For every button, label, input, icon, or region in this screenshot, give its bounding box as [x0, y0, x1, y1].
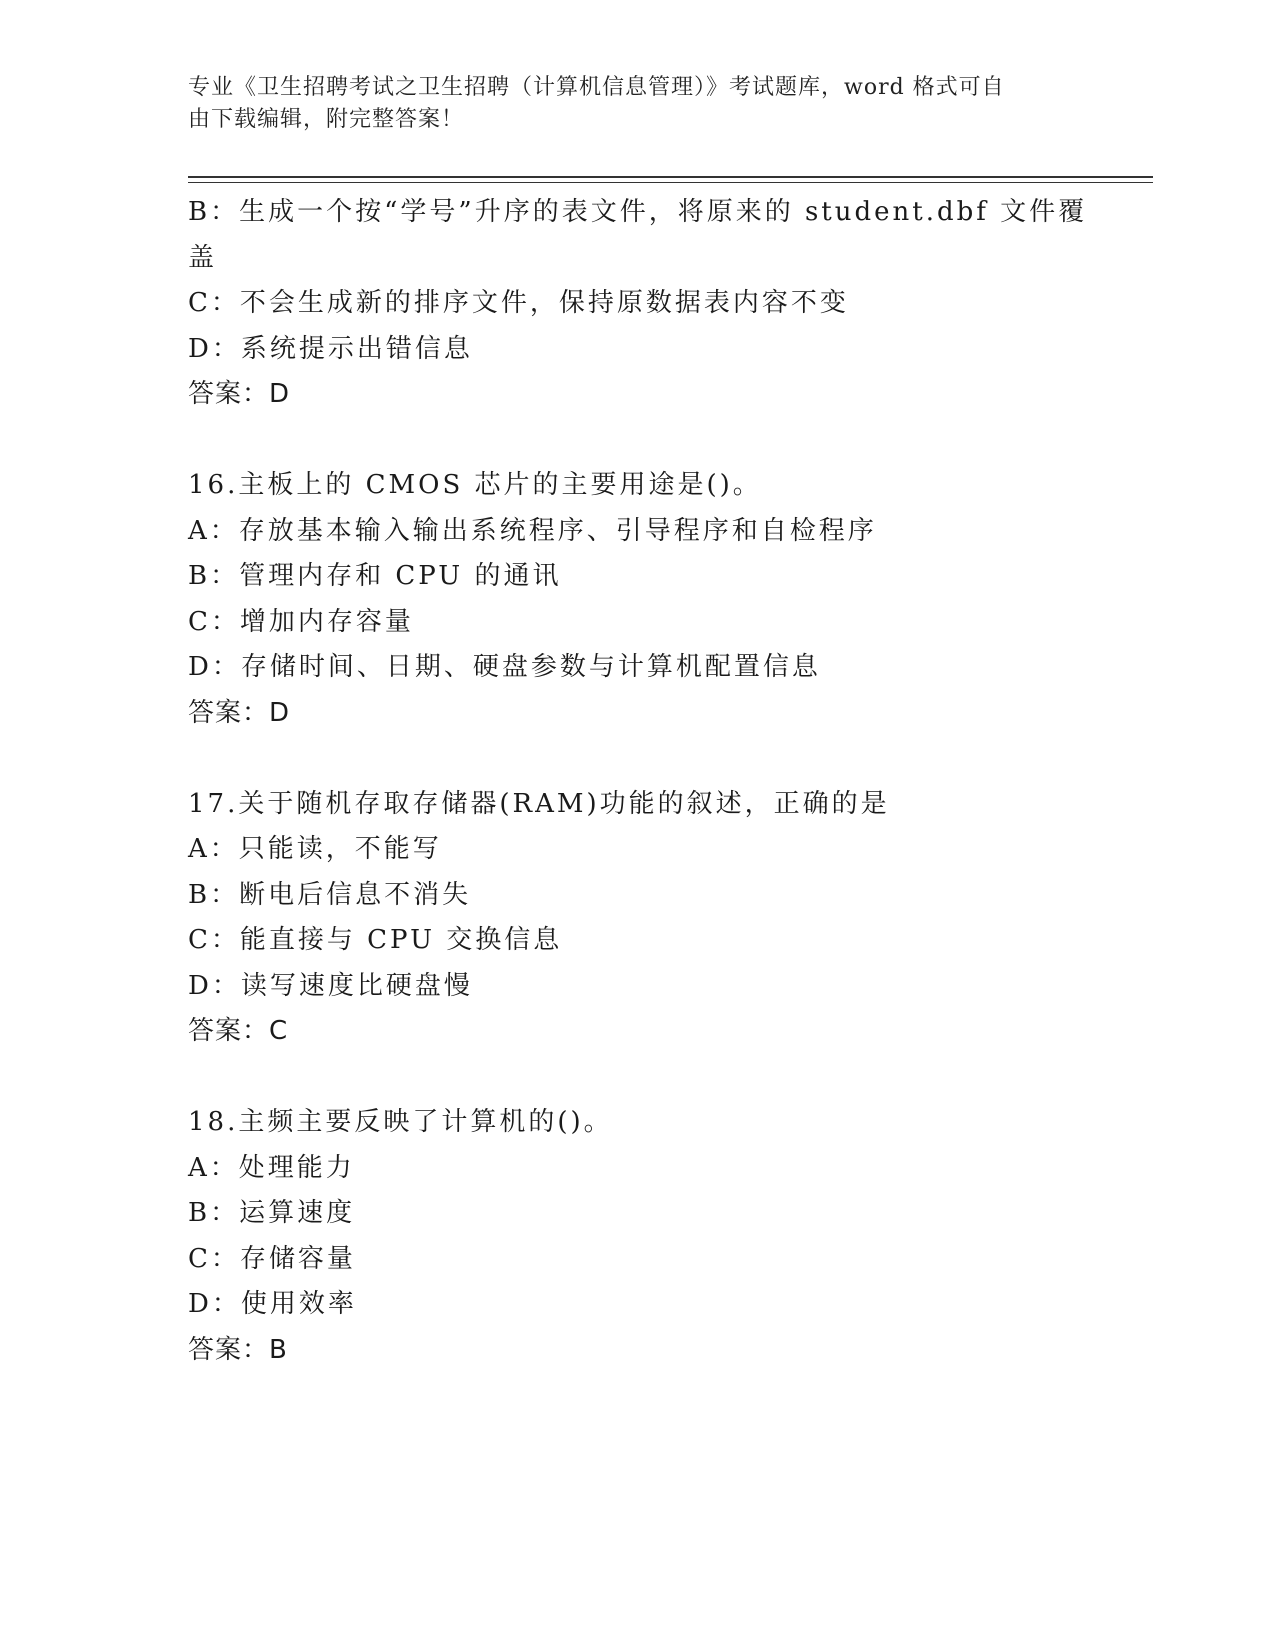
- question-15-continued: [188, 190, 1088, 418]
- option-b: B：运算速度: [188, 1198, 356, 1228]
- spacer: [188, 736, 1088, 782]
- answer: 答案：C: [188, 1016, 289, 1046]
- option-d: D：系统提示出错信息: [188, 333, 473, 364]
- spacer: [188, 418, 1088, 464]
- header-divider-thin: [188, 182, 1153, 183]
- option-c: C：存储容量: [188, 1243, 356, 1274]
- answer: 答案：D: [188, 697, 291, 728]
- option-a: A：处理能力: [188, 1152, 355, 1183]
- option-b: B：断电后信息不消失: [188, 879, 472, 910]
- option-d: D：存储时间、日期、硬盘参数与计算机配置信息: [188, 652, 821, 682]
- spacer: [188, 1055, 1088, 1101]
- option-b-line-2: 盖: [188, 242, 218, 273]
- question-17: [188, 782, 1088, 1055]
- document-header: [188, 72, 1068, 136]
- option-a: A：只能读，不能写: [188, 834, 442, 864]
- question-stem: 17.关于随机存取存储器(RAM)功能的叙述，正确的是: [188, 788, 890, 819]
- option-d: D：读写速度比硬盘慢: [188, 970, 473, 1001]
- answer: 答案：D: [188, 379, 291, 409]
- question-list: [188, 190, 1088, 1373]
- question-stem: 16.主板上的 CMOS 芯片的主要用途是()。: [188, 470, 762, 500]
- option-c: C：增加内存容量: [188, 606, 414, 637]
- option-d: D：使用效率: [188, 1289, 357, 1319]
- header-line-1: 专业《卫生招聘考试之卫生招聘（计算机信息管理）》考试题库，word 格式可自: [188, 75, 1005, 100]
- option-c: C：不会生成新的排序文件，保持原数据表内容不变: [188, 288, 849, 318]
- option-c: C：能直接与 CPU 交换信息: [188, 925, 563, 955]
- option-b-line-1: B：生成一个按“学号”升序的表文件，将原来的 student.dbf 文件覆: [188, 197, 1088, 227]
- option-b: B：管理内存和 CPU 的通讯: [188, 561, 562, 591]
- option-a: A：存放基本输入输出系统程序、引导程序和自检程序: [188, 515, 877, 546]
- question-16: [188, 463, 1088, 736]
- header-divider-thick: [188, 176, 1153, 178]
- question-stem: 18.主频主要反映了计算机的()。: [188, 1107, 613, 1137]
- header-line-2: 由下载编辑，附完整答案！: [188, 107, 465, 132]
- answer: 答案：B: [188, 1334, 288, 1365]
- question-18: [188, 1100, 1088, 1373]
